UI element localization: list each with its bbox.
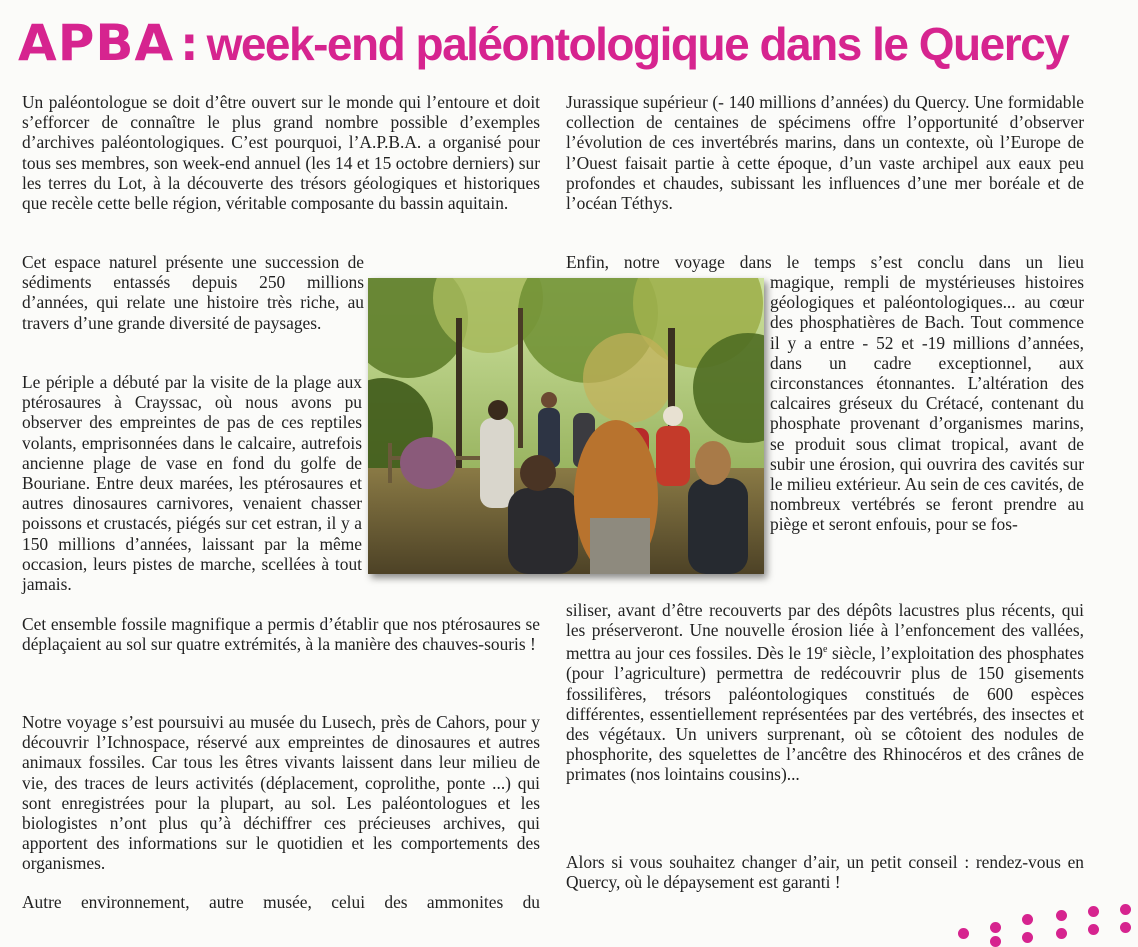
right-paragraph-phosphates [566, 600, 1084, 785]
left-paragraph-intro: Un paléontologue se doit d’être ouvert sur le monde qui l’entoure et doit s’efforcer de connaître le plus grand nombre possible d’exemples d’archives paléontologiques. C’est pourquoi, l’A.P.B.A. a organisé pour tous ses membres, son week-end annuel (les 14 et 15 octobre derniers) sur les terres du Lot, à la découverte des trésors géologiques et historiques que recèle cette belle région, véritable composante du bassin aquitain. [22, 92, 540, 214]
title-acronym: APBA [18, 14, 175, 72]
decorative-dot [990, 922, 1001, 933]
decorative-dot [1088, 906, 1099, 917]
right-paragraph-phosphates-a: siliser, avant d’être recouverts par des dépôts lacustres plus récents, qui les préserveront. Une nouvelle érosion liée à l’enfoncement des vallées, mettra au jour ces fossiles. Dès le 19 [566, 600, 1084, 664]
group-photo [368, 278, 764, 574]
title-separator: : [180, 17, 199, 71]
left-paragraph-lusech: Notre voyage s’est poursuivi au musée du Lusech, près de Cahors, pour y découvrir l’Ichnospace, réservé aux empreintes de dinosaures et autres animaux fossiles. Car tous les êtres vivants laissent dans leur milieu de vie, des traces de leurs activités (déplacement, coprolithe, ponte ...) qui sont enregistrées pour la plupart, au sol. Les paléontologues et les biologistes n’ont plus qu’à déchiffrer ces précieuses archives, qui apportent des informations sur le quotidien et les comportements des organismes. [22, 712, 540, 874]
left-paragraph-sediments-text: Cet espace naturel présente une succession de sédiments entassés depuis 250 millions d’années, qui relate une histoire très riche, au travers d’une grande diversité de paysages. [22, 252, 364, 333]
left-paragraph-crayssac: Le périple a débuté par la visite de la plage aux ptérosaures à Crayssac, où nous avons pu observer des empreintes de pas de ces reptiles volants, emprisonnées dans le calcaire, autrefois ancienne plage de vase en fond du golfe de Bouriane. Entre deux marées, les ptérosaures et autres dinosaures carnivores, venaient chasser poissons et crustacés, piégés sur cet estran, il y a 150 millions d’années, laissant par la même occasion, leurs pistes de marche, scellées à tout jamais. [22, 372, 362, 595]
right-paragraph-jurassic: Jurassique supérieur (- 140 millions d’années) du Quercy. Une formidable collection de centaines de spécimens offre l’opportunité d’observer l’évolution de ces invertébrés marins, dans un contexte, où l’Europe de l’Ouest faisait partie à cette époque, d’un vaste archipel aux eaux peu profondes et chaudes, subissant les influences d’une mer boréale et de l’océan Téthys. [566, 92, 1084, 214]
group-photo-illustration [368, 278, 764, 574]
right-paragraph-phosphatieres: magique, rempli de mystérieuses histoires géologiques et paléontologiques... au cœur des phosphatières de Bach. Tout commence il y a entre - 52 et -19 millions d’années, dans un cadre exceptionnel, aux circonstances étonnantes. L’altération des calcaires gréseux du Crétacé, contenant du phosphate provenant d’organismes marins, se produit sous climat tropical, avant de subir une érosion, qui ouvrira des cavités sur le milieu extérieur. Au sein de ces cavités, de nombreux vertébrés se feront prendre au piège et seront enfouis, pour se fos- [770, 272, 1084, 535]
left-paragraph-pterosaurs: Cet ensemble fossile magnifique a permis d’établir que nos ptérosaures se déplaçaient au sol sur quatre extrémités, à la manière des chauves-souris ! [22, 614, 540, 655]
decorative-dot [1056, 928, 1067, 939]
decorative-dot [1120, 904, 1131, 915]
decorative-dots [948, 900, 1138, 945]
decorative-dot [990, 936, 1001, 947]
decorative-dot [1088, 924, 1099, 935]
article-title [18, 14, 1128, 72]
right-paragraph-enfin-first-line: Enfin, notre voyage dans le temps s’est conclu dans un lieu [566, 252, 1084, 272]
decorative-dot [1056, 910, 1067, 921]
right-paragraph-conclusion: Alors si vous souhaitez changer d’air, un petit conseil : rendez-vous en Quercy, où le dépaysement est garanti ! [566, 852, 1084, 893]
superscript-e: e [822, 644, 828, 656]
decorative-dot [1022, 914, 1033, 925]
right-paragraph-phosphates-b: siècle, l’exploitation des phosphates (pour l’agriculture) permettra de redécouvrir plus de 150 gisements fossilifères, trésors paléontologiques constitués de 600 espèces différentes, essentiellement représentées par des vertébrés, des insectes et des végétaux. Un univers surprenant, où se côtoient des nodules de phosphorite, des squelettes de l’ancêtre des Rhinocéros et des crânes de primates (nos lointains cousins)... [566, 643, 1084, 785]
decorative-dot [958, 928, 969, 939]
left-paragraph-ammonites: Autre environnement, autre musée, celui des ammonites du [22, 892, 540, 912]
title-subtitle: week-end paléontologique dans le Quercy [206, 18, 1069, 70]
decorative-dot [1120, 922, 1131, 933]
decorative-dot [1022, 932, 1033, 943]
